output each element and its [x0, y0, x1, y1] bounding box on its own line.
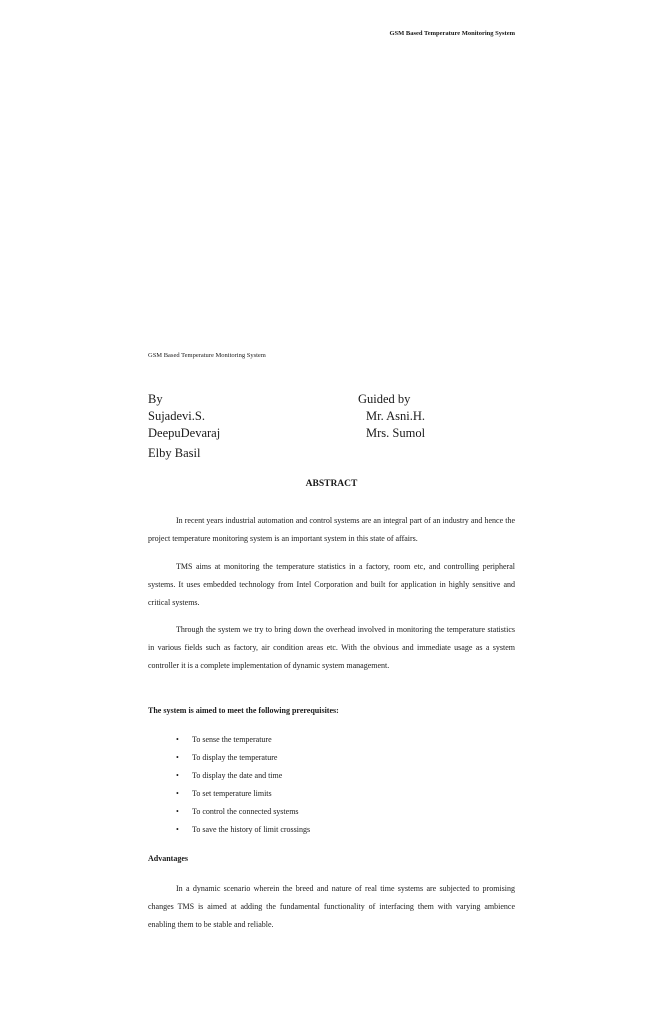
- by-label: By: [148, 392, 163, 406]
- advantages-heading: Advantages: [148, 854, 189, 863]
- paragraph-text: TMS aims at monitoring the temperature statistics in a factory, room etc, and controlling peripheral systems. It uses embedded technology from Intel Corporation and built for application in highly sensitive and critical systems.: [148, 562, 515, 607]
- paragraph-text: In a dynamic scenario wherein the breed and nature of real time systems are subjected to promising changes TMS is aimed at adding the fundamental functionality of interfacing them with varying ambience enabling them to be stable and reliable.: [148, 884, 515, 929]
- abstract-title: ABSTRACT: [305, 479, 358, 489]
- abstract-paragraph: [148, 621, 515, 675]
- list-item-text: To save the history of limit crossings: [192, 825, 311, 834]
- prerequisites-list: [176, 731, 310, 839]
- bullet-icon: •: [176, 825, 179, 834]
- bullet-icon: •: [176, 807, 179, 816]
- guided-by-label: Guided by: [358, 392, 411, 406]
- guide-name: Mrs. Sumol: [366, 426, 426, 440]
- list-item-text: To display the date and time: [192, 771, 283, 780]
- authors-column: [148, 391, 220, 462]
- bullet-icon: •: [176, 789, 179, 798]
- list-item: [176, 767, 310, 785]
- author-name: Sujadevi.S.: [148, 409, 205, 423]
- list-item-text: To sense the temperature: [192, 735, 272, 744]
- bullet-icon: •: [176, 753, 179, 762]
- bullet-icon: •: [176, 771, 179, 780]
- paragraph-text: In recent years industrial automation and control systems are an integral part of an industry and hence the project temperature monitoring system is an important system in this state of affairs.: [148, 516, 515, 543]
- list-item: [176, 731, 310, 749]
- list-item-text: To display the temperature: [192, 753, 278, 762]
- list-item-text: To set temperature limits: [192, 789, 272, 798]
- bullet-icon: •: [176, 735, 179, 744]
- list-item: [176, 785, 310, 803]
- guides-column: [358, 391, 425, 442]
- list-item-text: To control the connected systems: [192, 807, 299, 816]
- abstract-paragraph: [148, 512, 515, 548]
- page-header-title: GSM Based Temperature Monitoring System: [389, 30, 515, 37]
- author-name: Elby Basil: [148, 446, 201, 460]
- author-name: DeepuDevaraj: [148, 426, 221, 440]
- abstract-paragraph: [148, 558, 515, 612]
- guide-name: Mr. Asni.H.: [366, 409, 426, 423]
- cover-subtitle: GSM Based Temperature Monitoring System: [148, 352, 266, 359]
- prerequisites-heading: The system is aimed to meet the following prerequisites:: [148, 706, 339, 715]
- list-item: [176, 803, 310, 821]
- advantages-paragraph: [148, 880, 515, 934]
- paragraph-text: Through the system we try to bring down the overhead involved in monitoring the temperature statistics in various fields such as factory, air condition areas etc. With the obvious and immediate usage as a system controller it is a complete implementation of dynamic system management.: [148, 625, 515, 670]
- list-item: [176, 749, 310, 767]
- list-item: [176, 821, 310, 839]
